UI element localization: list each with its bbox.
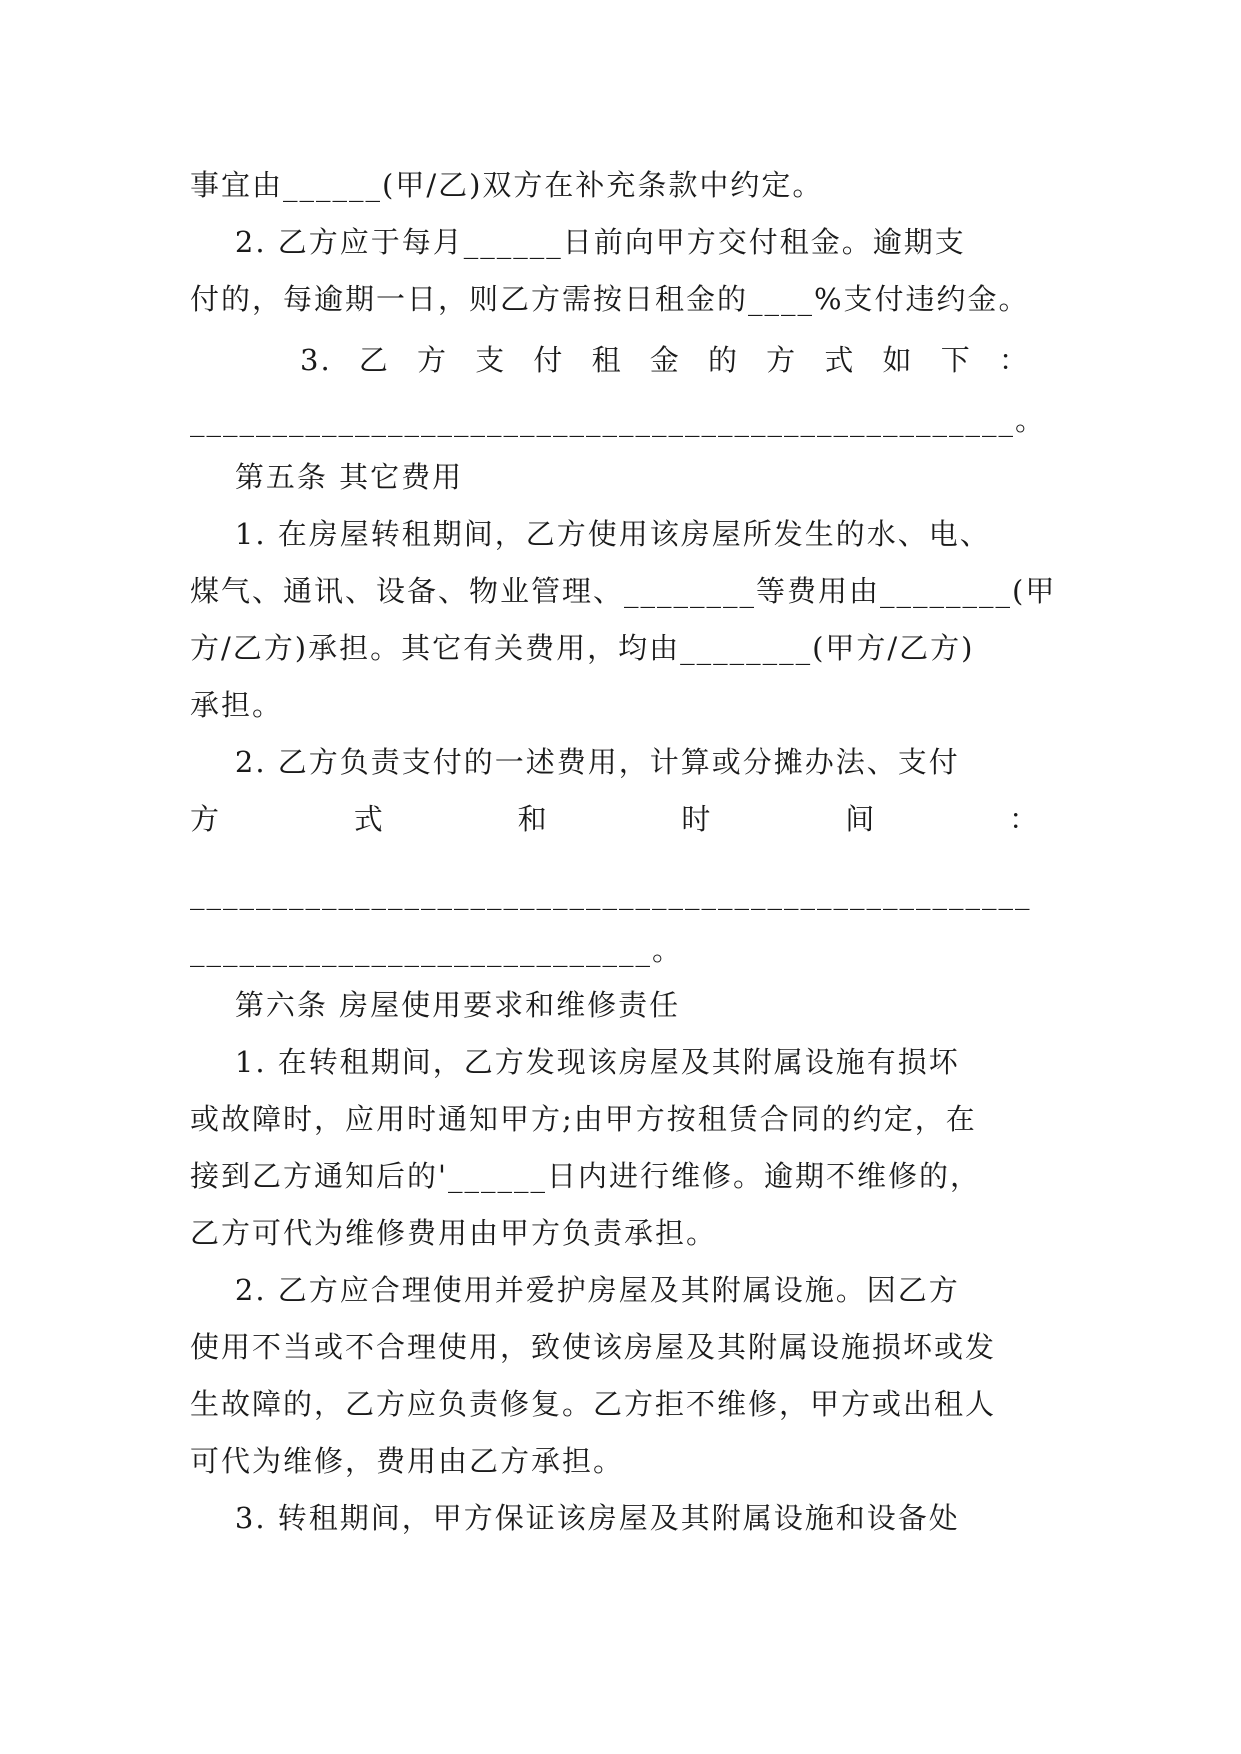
spread-char: 式 [824,343,856,377]
text-line: ___________________________________________________ [190,876,1032,910]
text-line: 乙方可代为维修费用由甲方负责承担。 [190,1216,718,1250]
payment-time-line [190,799,1040,839]
text-line: 煤气、通讯、设备、物业管理、________等费用由________(甲 [190,574,1057,608]
spread-char: 乙 [358,343,390,377]
text-line: __________________________________________________。 [190,403,1047,437]
spread-char: 租 [591,343,623,377]
text-line: 1. 在房屋转租期间，乙方使用该房屋所发生的水、电、 [190,517,991,551]
text-line: 方/乙方)承担。其它有关费用，均由________(甲方/乙方) [190,631,975,665]
spread-char: ： [998,343,1030,377]
spread-char: ： [1008,802,1040,836]
spread-char: 方 [190,802,222,836]
spread-char: 和 [517,802,549,836]
spread-char: 的 [707,343,739,377]
spread-char: 如 [882,343,914,377]
text-line: ____________________________。 [190,933,684,967]
section-heading: 第六条 房屋使用要求和维修责任 [190,988,681,1022]
text-line: 承担。 [190,688,284,722]
spread-char: 时 [681,802,713,836]
spread-char: 支 [475,343,507,377]
payment-method-line [300,340,1030,380]
spread-char: 付 [533,343,565,377]
spread-char: 式 [353,802,385,836]
text-line: 使用不当或不合理使用，致使该房屋及其附属设施损坏或发 [190,1330,997,1364]
text-line: 2. 乙方应合理使用并爱护房屋及其附属设施。因乙方 [190,1273,960,1307]
text-line: 2. 乙方应于每月______日前向甲方交付租金。逾期支 [190,225,966,259]
text-line: 接到乙方通知后的'______日内进行维修。逾期不维修的， [190,1159,981,1193]
text-line: 1. 在转租期间，乙方发现该房屋及其附属设施有损坏 [190,1045,960,1079]
spread-char: 金 [649,343,681,377]
text-line: 付的，每逾期一日，则乙方需按日租金的____%支付违约金。 [190,282,1030,316]
text-line: 可代为维修，费用由乙方承担。 [190,1444,625,1478]
spread-char: 间 [845,802,877,836]
section-heading: 第五条 其它费用 [190,460,464,494]
text-line: 2. 乙方负责支付的一述费用，计算或分摊办法、支付 [190,745,960,779]
text-line: 生故障的，乙方应负责修复。乙方拒不维修，甲方或出租人 [190,1387,997,1421]
text-line: 事宜由______(甲/乙)双方在补充条款中约定。 [190,168,824,202]
text-line: 3. 转租期间，甲方保证该房屋及其附属设施和设备处 [190,1501,960,1535]
spread-char: 方 [417,343,449,377]
spread-char: 方 [766,343,798,377]
text-line: 或故障时，应用时通知甲方;由甲方按租赁合同的约定，在 [190,1102,977,1136]
spread-char: 下 [940,343,972,377]
spread-char: 3. [300,343,332,377]
